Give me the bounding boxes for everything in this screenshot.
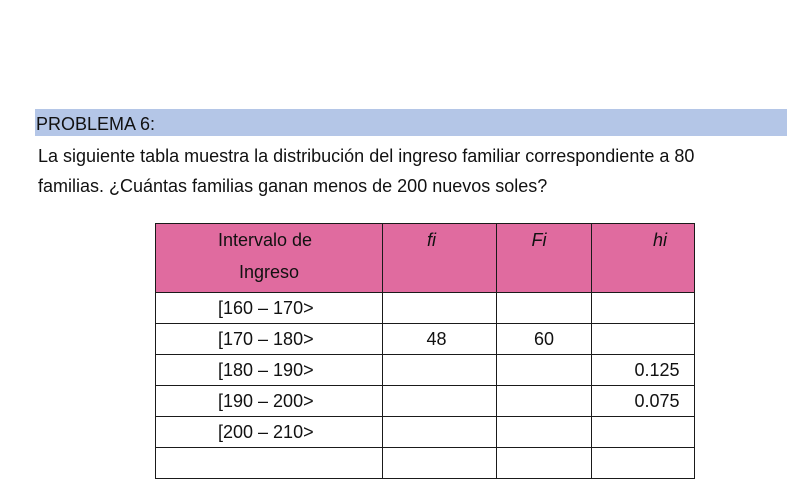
frequency-table xyxy=(155,223,695,479)
header-interval-line-1: Intervalo de xyxy=(218,230,313,250)
cell-Fi xyxy=(497,448,592,479)
cell-fi xyxy=(383,448,497,479)
table-row xyxy=(156,293,695,324)
cell-interval xyxy=(156,448,383,479)
cell-interval: [180 – 190> xyxy=(156,355,383,386)
header-fi: fi xyxy=(383,224,497,293)
cell-hi xyxy=(592,293,695,324)
table-row xyxy=(156,324,695,355)
header-Fi: Fi xyxy=(497,224,592,293)
cell-hi: 0.125 xyxy=(592,355,695,386)
cell-interval: [160 – 170> xyxy=(156,293,383,324)
table-row xyxy=(156,386,695,417)
cell-hi: 0.075 xyxy=(592,386,695,417)
header-interval xyxy=(156,224,383,293)
cell-interval: [170 – 180> xyxy=(156,324,383,355)
table-row xyxy=(156,417,695,448)
cell-interval: [190 – 200> xyxy=(156,386,383,417)
cell-fi xyxy=(383,355,497,386)
cell-fi: 48 xyxy=(383,324,497,355)
cell-interval: [200 – 210> xyxy=(156,417,383,448)
cell-Fi: 60 xyxy=(497,324,592,355)
table-row xyxy=(156,355,695,386)
problem-heading: PROBLEMA 6: xyxy=(36,114,156,134)
cell-Fi xyxy=(497,417,592,448)
header-interval-line-2: Ingreso xyxy=(239,262,300,282)
cell-hi xyxy=(592,324,695,355)
header-hi: hi xyxy=(592,224,695,293)
problem-statement xyxy=(38,141,783,201)
cell-Fi xyxy=(497,355,592,386)
cell-Fi xyxy=(497,386,592,417)
cell-hi xyxy=(592,417,695,448)
table-header-row xyxy=(156,224,695,293)
cell-Fi xyxy=(497,293,592,324)
statement-line-2: familias. ¿Cuántas familias ganan menos de 200 nuevos soles? xyxy=(38,176,548,196)
cell-fi xyxy=(383,386,497,417)
cell-fi xyxy=(383,293,497,324)
statement-line-1: La siguiente tabla muestra la distribución del ingreso familiar correspondiente a 80 xyxy=(38,146,695,166)
cell-fi xyxy=(383,417,497,448)
cell-hi xyxy=(592,448,695,479)
problem-heading-bar xyxy=(35,109,787,136)
table-row xyxy=(156,448,695,479)
